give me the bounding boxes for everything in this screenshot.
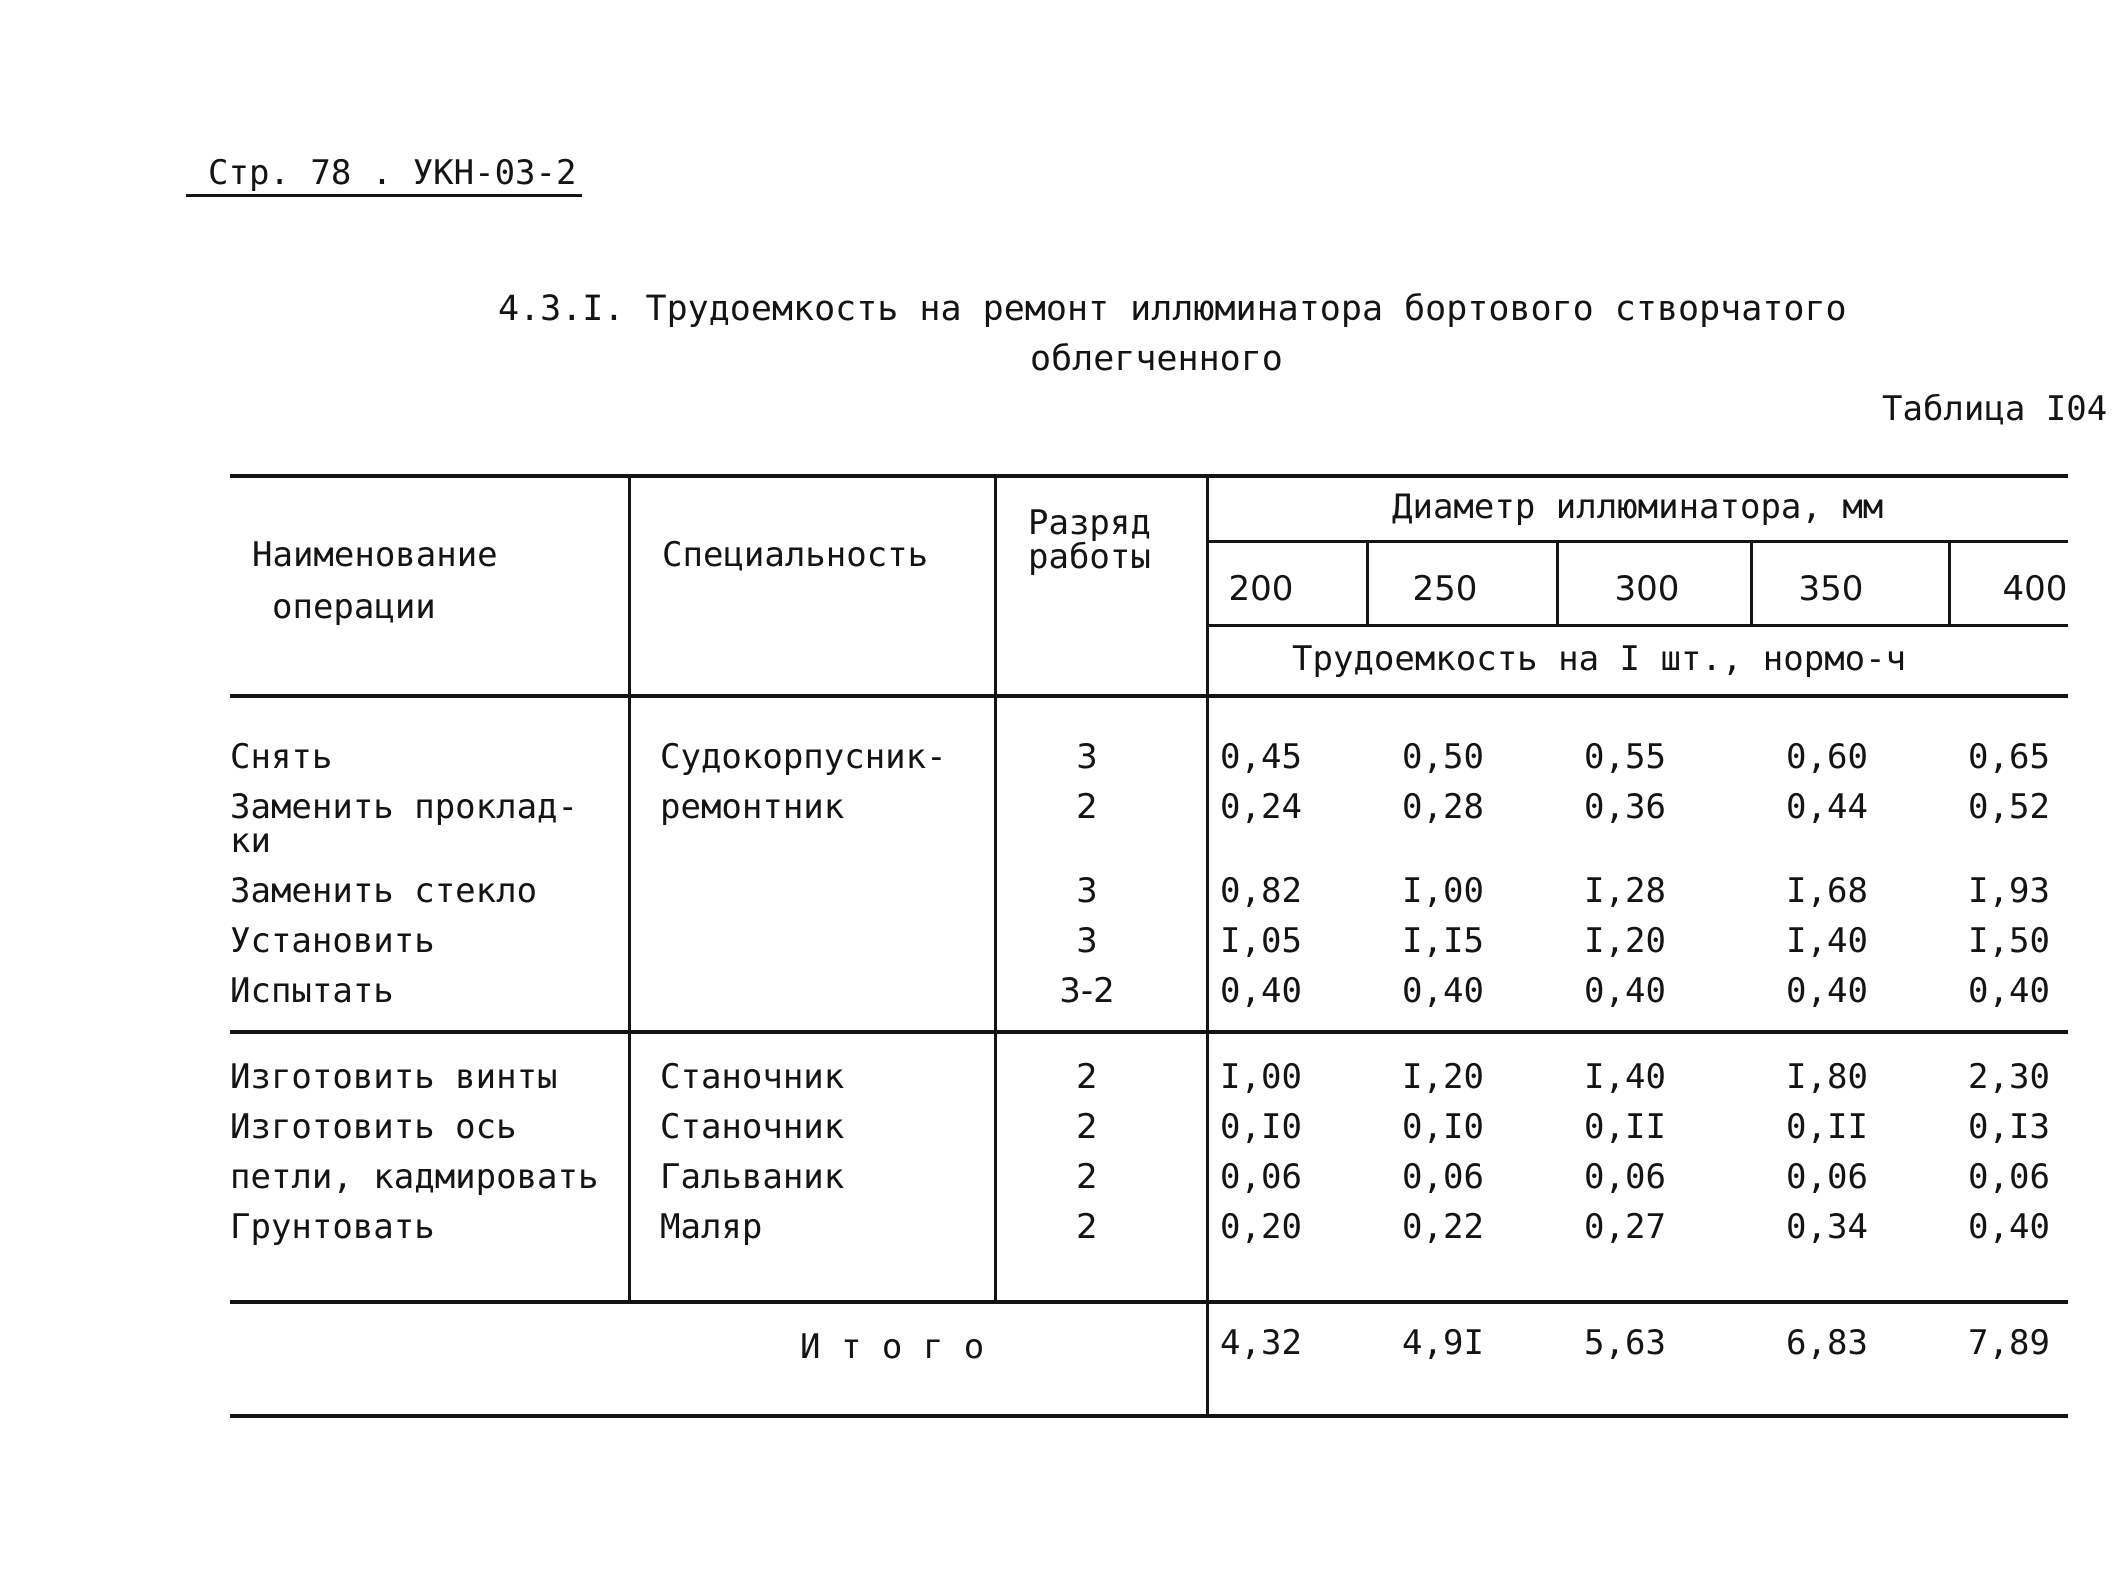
labor-value: 0,40	[1220, 971, 1302, 1011]
table-top-rule	[230, 474, 2068, 478]
section-title-continuation: облегченного	[1030, 339, 1283, 379]
total-value: 6,83	[1786, 1323, 1868, 1363]
operation-name: Снять	[230, 737, 333, 777]
header-grade-line2: работы	[1028, 537, 1151, 577]
diameter-200: 200	[1228, 569, 1294, 609]
section-title: 4.3.I. Трудоемкость на ремонт иллюминатора бортового створчатого	[498, 289, 1847, 329]
labor-value: 0,27	[1584, 1207, 1666, 1247]
labor-value: 0,20	[1220, 1207, 1302, 1247]
header-diameter: Диаметр иллюминатора, мм	[1392, 487, 1884, 527]
diameter-250: 250	[1412, 569, 1478, 609]
table-label: Таблица I04	[1882, 389, 2108, 429]
col-divider-d400	[1948, 540, 1951, 626]
page-header: Стр. 78 . УКН-03-2	[208, 153, 577, 193]
specialty: ремонтник	[660, 787, 845, 827]
labor-value: I,68	[1786, 871, 1868, 911]
labor-value: 0,06	[1786, 1157, 1868, 1197]
header-labor-unit: Трудоемкость на I шт., нормо-ч	[1292, 639, 1907, 679]
grade: 2	[1076, 1157, 1098, 1197]
labor-value: 0,I0	[1220, 1107, 1302, 1147]
col-divider-d350	[1750, 540, 1753, 626]
labor-value: 0,II	[1786, 1107, 1868, 1147]
labor-value: I,80	[1786, 1057, 1868, 1097]
labor-value: 0,06	[1584, 1157, 1666, 1197]
specialty: Гальваник	[660, 1157, 845, 1197]
grade: 3-2	[1059, 971, 1115, 1011]
labor-value: 0,45	[1220, 737, 1302, 777]
labor-value: 0,II	[1584, 1107, 1666, 1147]
labor-value: 0,I0	[1402, 1107, 1484, 1147]
labor-value: 0,40	[1968, 971, 2050, 1011]
labor-value: 0,50	[1402, 737, 1484, 777]
labor-value: 0,40	[1584, 971, 1666, 1011]
col-divider-specialty	[994, 474, 997, 1302]
labor-value: 0,34	[1786, 1207, 1868, 1247]
grade: 3	[1076, 737, 1098, 777]
total-value: 4,32	[1220, 1323, 1302, 1363]
table-bottom-rule	[230, 1414, 2068, 1418]
grade: 2	[1076, 1107, 1098, 1147]
labor-value: I,40	[1584, 1057, 1666, 1097]
labor-value: I,20	[1584, 921, 1666, 961]
specialty: Судокорпусник-	[660, 737, 947, 777]
specialty: Маляр	[660, 1207, 763, 1247]
labor-value: 0,44	[1786, 787, 1868, 827]
header-specialty: Специальность	[662, 535, 929, 575]
labor-value: 0,06	[1402, 1157, 1484, 1197]
header-operation-line1: Наименование	[252, 535, 498, 575]
labor-value: I,20	[1402, 1057, 1484, 1097]
col-divider-d250	[1366, 540, 1369, 626]
operation-name: Изготовить ось	[230, 1107, 517, 1147]
diameter-350: 350	[1798, 569, 1864, 609]
operation-name: Заменить проклад-	[230, 787, 578, 827]
total-value: 7,89	[1968, 1323, 2050, 1363]
diameter-400: 400	[2002, 569, 2068, 609]
specialty: Станочник	[660, 1057, 845, 1097]
labor-value: 0,55	[1584, 737, 1666, 777]
total-value: 4,9I	[1402, 1323, 1484, 1363]
labor-value: 0,06	[1968, 1157, 2050, 1197]
labor-value: I,00	[1402, 871, 1484, 911]
labor-value: I,40	[1786, 921, 1868, 961]
diameter-300: 300	[1614, 569, 1680, 609]
total-value: 5,63	[1584, 1323, 1666, 1363]
labor-value: 0,40	[1402, 971, 1484, 1011]
operation-name: петли, кадмировать	[230, 1157, 599, 1197]
operation-name: Изготовить винты	[230, 1057, 558, 1097]
labor-value: I,50	[1968, 921, 2050, 961]
grade: 3	[1076, 871, 1098, 911]
grade: 2	[1076, 1207, 1098, 1247]
labor-value: 0,22	[1402, 1207, 1484, 1247]
col-divider-operation	[628, 474, 631, 1302]
diameter-values-rule	[1208, 624, 2068, 627]
operation-name: Испытать	[230, 971, 394, 1011]
labor-value: 0,40	[1786, 971, 1868, 1011]
labor-value: I,93	[1968, 871, 2050, 911]
totals-top-rule	[230, 1300, 2068, 1304]
header-operation-line2: операции	[272, 587, 436, 627]
labor-value: I,00	[1220, 1057, 1302, 1097]
operation-name: Грунтовать	[230, 1207, 435, 1247]
labor-value: 0,28	[1402, 787, 1484, 827]
labor-value: 0,82	[1220, 871, 1302, 911]
labor-value: 0,36	[1584, 787, 1666, 827]
operation-name: Заменить стекло	[230, 871, 538, 911]
labor-value: 0,I3	[1968, 1107, 2050, 1147]
labor-value: 0,06	[1220, 1157, 1302, 1197]
labor-value: I,I5	[1402, 921, 1484, 961]
group-divider-rule	[230, 1030, 2068, 1034]
grade: 3	[1076, 921, 1098, 961]
grade: 2	[1076, 1057, 1098, 1097]
page-header-underline	[186, 194, 582, 197]
operation-name: ки	[230, 821, 271, 861]
specialty: Станочник	[660, 1107, 845, 1147]
labor-value: I,28	[1584, 871, 1666, 911]
labor-value: I,05	[1220, 921, 1302, 961]
labor-value: 2,30	[1968, 1057, 2050, 1097]
labor-value: 0,65	[1968, 737, 2050, 777]
operation-name: Установить	[230, 921, 435, 961]
header-bottom-rule	[230, 694, 2068, 698]
labor-value: 0,60	[1786, 737, 1868, 777]
labor-value: 0,40	[1968, 1207, 2050, 1247]
labor-value: 0,24	[1220, 787, 1302, 827]
col-divider-d300	[1556, 540, 1559, 626]
diameter-subheader-rule	[1208, 540, 2068, 543]
grade: 2	[1076, 787, 1098, 827]
total-label: И т о г о	[800, 1327, 985, 1367]
labor-value: 0,52	[1968, 787, 2050, 827]
header-grade-line1: Разряд	[1028, 503, 1151, 543]
